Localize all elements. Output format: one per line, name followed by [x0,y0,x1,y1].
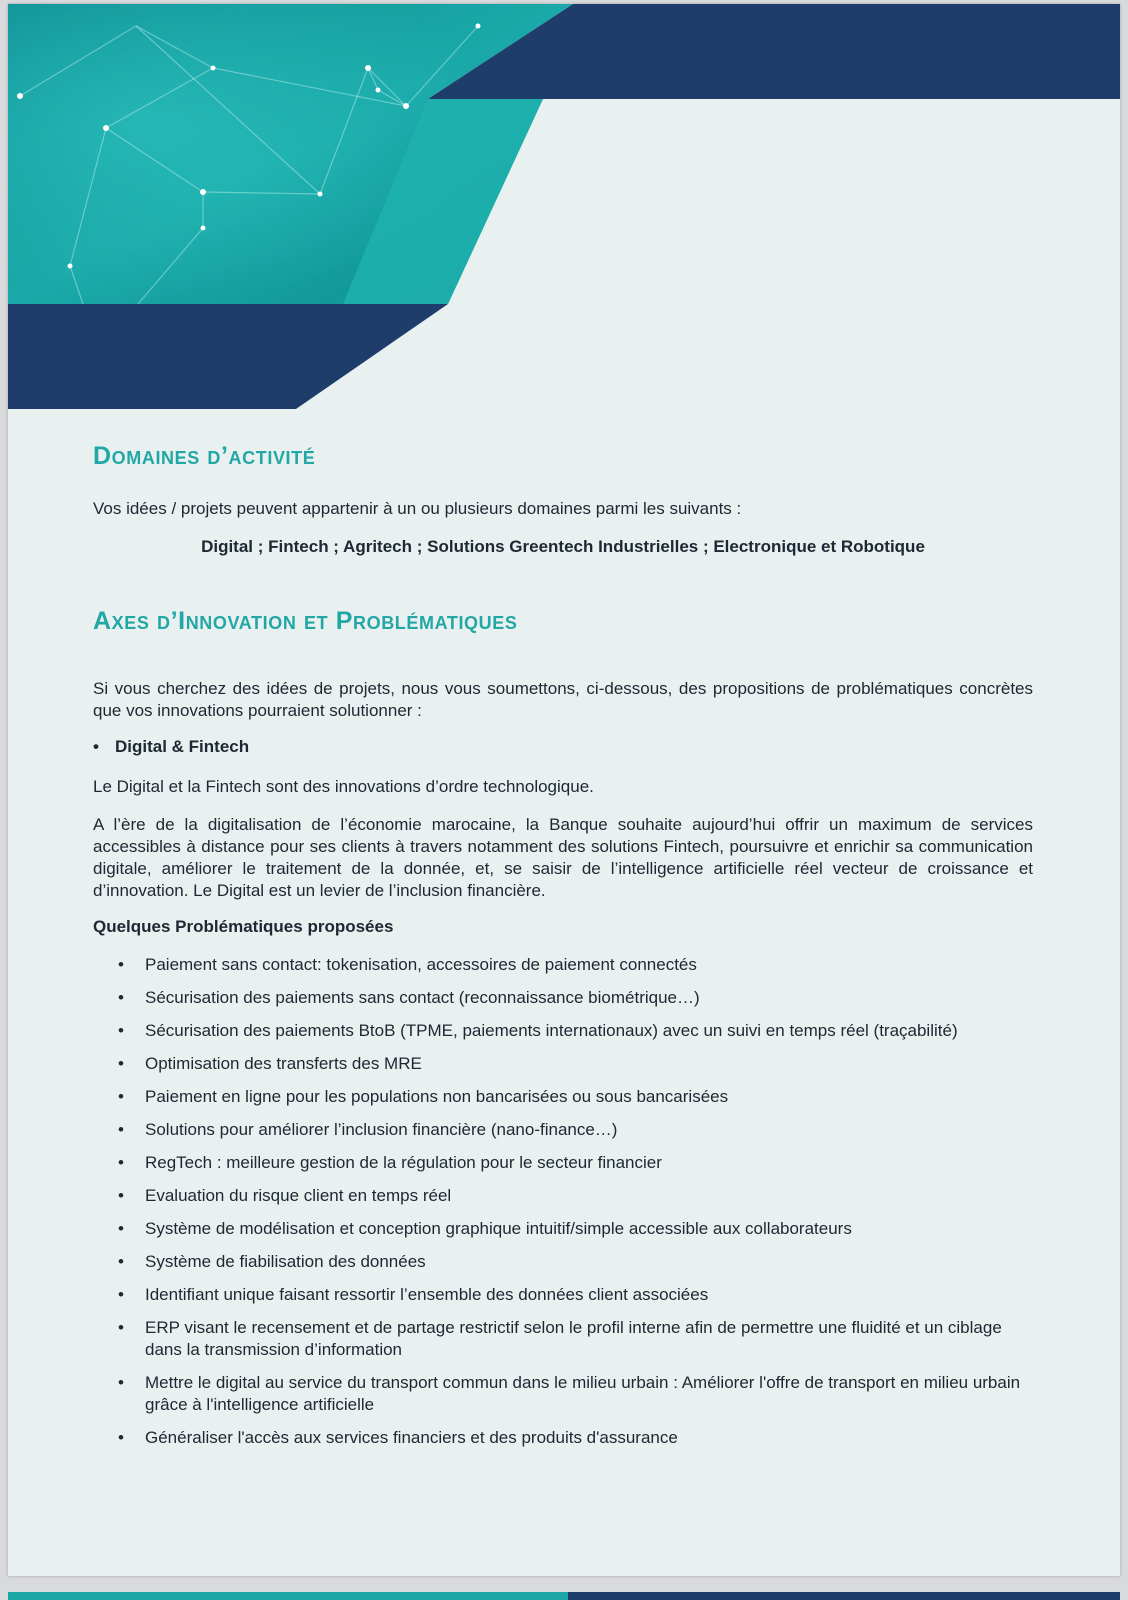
problem-item [93,1372,1033,1416]
section-title-domains: Domaines d’activité [93,442,316,470]
problem-item [93,1152,1033,1174]
problem-text: RegTech : meilleure gestion de la régulation pour le secteur financier [145,1153,662,1172]
innovation-intro: Si vous cherchez des idées de projets, nous vous soumettons, ci-dessous, des propositions de problématiques concrètes que vos innovations pourraient solutionner : [93,679,1033,720]
bullet-icon: • [118,1021,124,1040]
problem-item [93,1218,1033,1240]
topic-title: Digital & Fintech [115,737,250,756]
problem-text: Mettre le digital au service du transport commun dans le milieu urbain : Améliorer l'offre de transport en milieu urbain grâce à l'intelligence artificielle [145,1373,1021,1414]
problem-item [93,1427,1033,1449]
bullet-icon: • [118,988,124,1007]
bullet-icon: • [118,1252,124,1271]
bullet-icon: • [118,1153,124,1172]
navy-bottom-band [8,304,448,409]
problem-item [93,1284,1033,1306]
problem-item [93,1317,1033,1361]
problem-text: Solutions pour améliorer l’inclusion financière (nano-finance…) [145,1120,618,1139]
domains-intro: Vos idées / projets peuvent appartenir à un ou plusieurs domaines parmi les suivants : [93,499,742,518]
bullet-icon: • [118,1087,124,1106]
bullet-icon: • [118,1428,124,1447]
header-banner [8,4,1120,409]
section-title-innovation: Axes d’Innovation et Problématiques [93,607,518,635]
problem-text: Evaluation du risque client en temps réel [145,1186,452,1205]
document-page [8,4,1120,1576]
problem-text: Sécurisation des paiements sans contact (reconnaissance biométrique…) [145,988,700,1007]
topic-bullet [93,737,249,757]
bullet-icon: • [118,1285,124,1304]
problem-item [93,987,1033,1009]
bullet-icon: • [118,1186,124,1205]
problem-text: Sécurisation des paiements BtoB (TPME, paiements internationaux) avec un suivi en temps réel (traçabilité) [145,1021,958,1040]
bullet-icon: • [118,1219,124,1238]
bullet-icon: • [118,1318,124,1337]
problems-title: Quelques Problématiques proposées [93,917,394,936]
problems-list [93,954,1033,1460]
problem-text: Système de modélisation et conception graphique intuitif/simple accessible aux collaborateurs [145,1219,852,1238]
bullet-icon: • [118,955,124,974]
problem-item [93,1020,1033,1042]
problem-item [93,954,1033,976]
problem-text: Système de fiabilisation des données [145,1252,426,1271]
problem-item [93,1053,1033,1075]
problem-text: Optimisation des transferts des MRE [145,1054,422,1073]
next-page-edge [8,1592,1120,1600]
problem-item [93,1185,1033,1207]
problem-text: Paiement sans contact: tokenisation, accessoires de paiement connectés [145,955,697,974]
problem-item [93,1251,1033,1273]
problem-text: Paiement en ligne pour les populations non bancarisées ou sous bancarisées [145,1087,729,1106]
problem-text: ERP visant le recensement et de partage restrictif selon le profil interne afin de permettre une fluidité et un ciblage dans la transmission d’information [145,1318,1002,1359]
problem-text: Identifiant unique faisant ressortir l’ensemble des données client associées [145,1285,709,1304]
problem-item [93,1086,1033,1108]
topic-description: Le Digital et la Fintech sont des innovations d’ordre technologique. [93,777,594,796]
problem-item [93,1119,1033,1141]
problem-text: Généraliser l'accès aux services financiers et des produits d'assurance [145,1428,678,1447]
bullet-icon: • [118,1373,124,1392]
bullet-icon: • [118,1120,124,1139]
bullet-icon: • [93,737,99,756]
bullet-icon: • [118,1054,124,1073]
domains-list: Digital ; Fintech ; Agritech ; Solutions Greentech Industrielles ; Electronique et Robotique [201,537,925,556]
topic-body: A l’ère de la digitalisation de l’économie marocaine, la Banque souhaite aujourd’hui offrir un maximum de services accessibles à distance pour ses clients à travers notamment des solutions Fintech, poursuivre et enrichir sa communication digitale, améliorer le traitement de la donnée, et, se saisir de l’intelligence artificielle réel vecteur de croissance et d’innovation. Le Digital est un levier de l’inclusion financière. [93,815,1033,900]
